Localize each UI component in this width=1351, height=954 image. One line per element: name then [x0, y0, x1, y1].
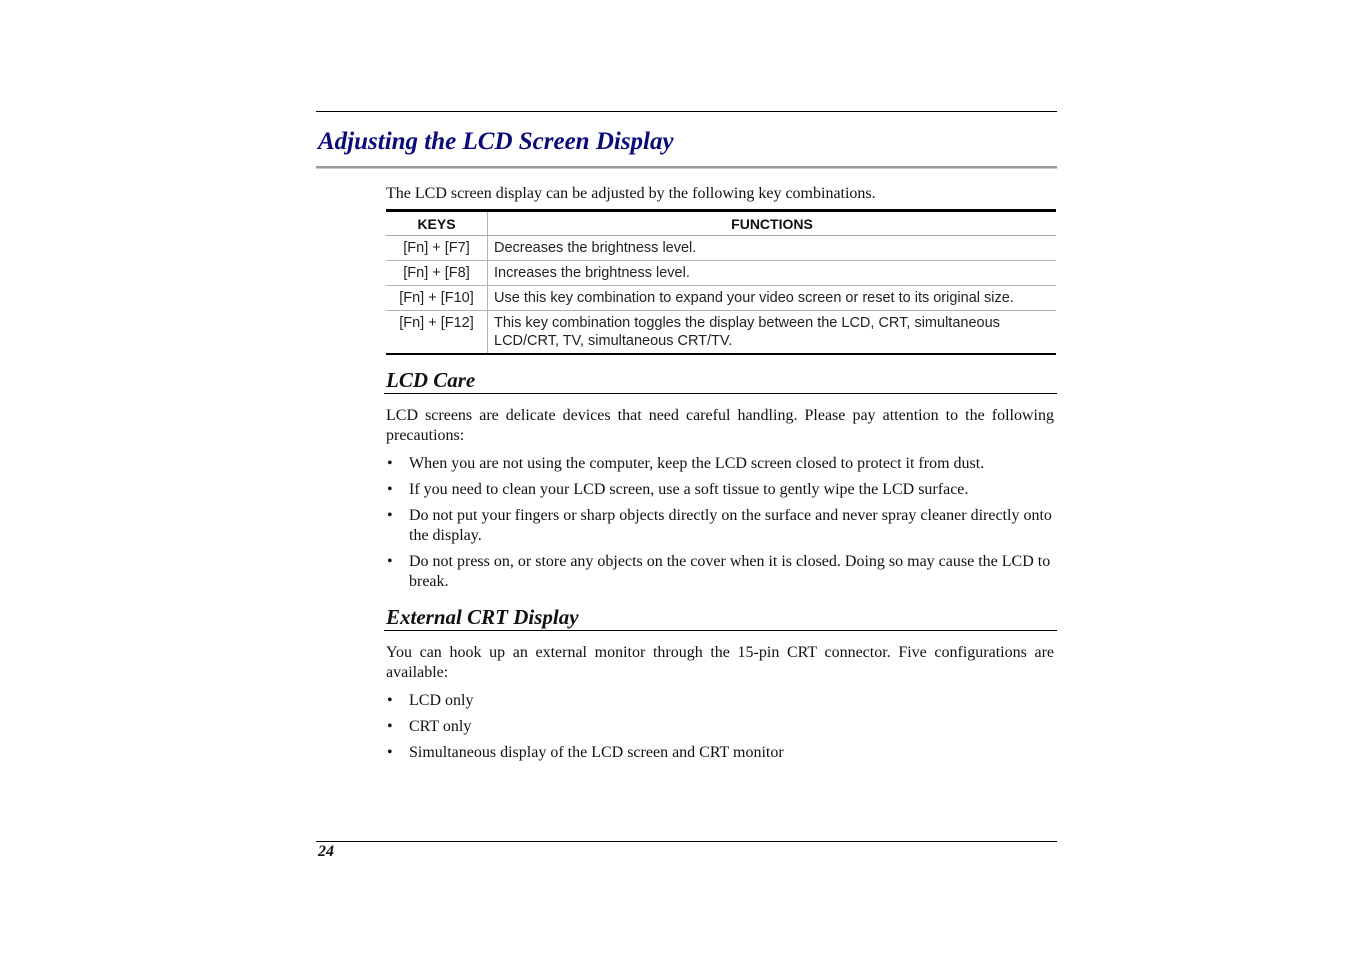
external-crt-list: [386, 691, 1054, 763]
page-number: 24: [318, 843, 334, 860]
key-cell: [Fn] + [F7]: [386, 236, 488, 261]
list-item-text: Do not put your fingers or sharp objects directly on the surface and never spray cleaner directly onto the display.: [409, 507, 1052, 544]
bullet-icon: •: [387, 744, 393, 761]
table-row: [386, 261, 1056, 286]
function-cell: Use this key combination to expand your video screen or reset to its original size.: [488, 286, 1057, 311]
function-cell: Decreases the brightness level.: [488, 236, 1057, 261]
key-cell: [Fn] + [F10]: [386, 286, 488, 311]
external-crt-heading: External CRT Display: [384, 604, 1057, 631]
bullet-icon: •: [387, 553, 393, 570]
bullet-icon: •: [387, 507, 393, 524]
title-underline: [316, 166, 1057, 169]
list-item: [386, 480, 1054, 500]
list-item-text: CRT only: [409, 718, 472, 735]
list-item-text: LCD only: [409, 692, 474, 709]
list-item: [386, 506, 1054, 546]
bullet-icon: •: [387, 692, 393, 709]
lcd-care-list: [386, 454, 1054, 592]
function-cell: Increases the brightness level.: [488, 261, 1057, 286]
top-rule: [316, 111, 1057, 112]
list-item: [386, 691, 1054, 711]
page-title: Adjusting the LCD Screen Display: [318, 128, 674, 155]
intro-text: The LCD screen display can be adjusted by the following key combinations.: [386, 185, 876, 202]
table-header-row: [386, 211, 1056, 236]
list-item-text: Do not press on, or store any objects on the cover when it is closed. Doing so may cause the LCD to break.: [409, 553, 1051, 590]
list-item-text: When you are not using the computer, keep the LCD screen closed to protect it from dust.: [409, 455, 985, 472]
external-crt-paragraph: You can hook up an external monitor through the 15-pin CRT connector. Five configurations are available:: [386, 644, 1054, 681]
bullet-icon: •: [387, 455, 393, 472]
table-row: [386, 311, 1056, 355]
header-keys: KEYS: [386, 211, 488, 236]
list-item-text: If you need to clean your LCD screen, use a soft tissue to gently wipe the LCD surface.: [409, 481, 969, 498]
function-cell: This key combination toggles the display between the LCD, CRT, simultaneous LCD/CRT, TV, simultaneous CRT/TV.: [494, 315, 1000, 349]
lcd-care-paragraph: LCD screens are delicate devices that need careful handling. Please pay attention to the following precautions:: [386, 407, 1054, 444]
list-item: [386, 552, 1054, 592]
table-row: [386, 236, 1056, 261]
table-row: [386, 286, 1056, 311]
bullet-icon: •: [387, 481, 393, 498]
key-cell: [Fn] + [F8]: [386, 261, 488, 286]
header-functions: FUNCTIONS: [488, 211, 1057, 236]
list-item-text: Simultaneous display of the LCD screen and CRT monitor: [409, 744, 784, 761]
list-item: [386, 743, 1054, 763]
main-content: [386, 184, 1054, 769]
lcd-care-heading: LCD Care: [384, 367, 1057, 394]
key-cell: [Fn] + [F12]: [386, 311, 488, 355]
bullet-icon: •: [387, 718, 393, 735]
list-item: [386, 717, 1054, 737]
key-combination-table: [386, 209, 1056, 355]
bottom-rule: [316, 841, 1057, 842]
list-item: [386, 454, 1054, 474]
